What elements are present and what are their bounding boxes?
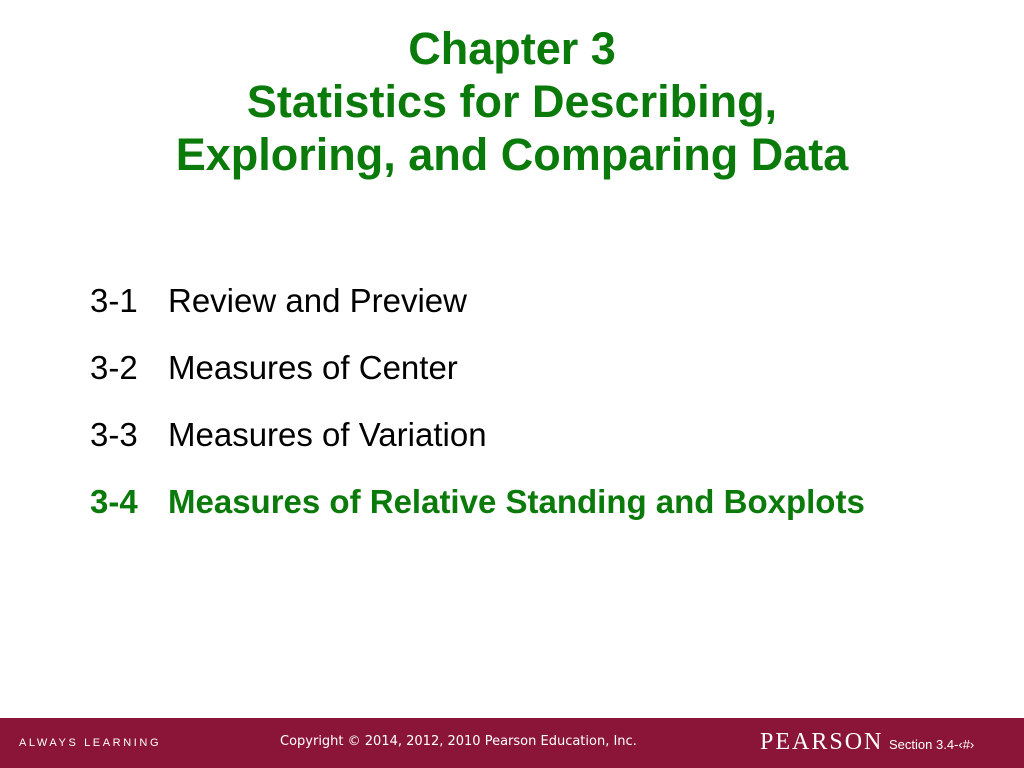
section-number: 3-4 [90, 483, 138, 520]
footer-bar [0, 718, 1024, 768]
title-line-2: Statistics for Describing, [246, 76, 778, 127]
footer-tagline: ALWAYS LEARNING [19, 737, 162, 749]
footer-section-label: Section 3.4-‹#› [889, 737, 975, 752]
section-item-3-4-current [90, 481, 910, 522]
footer-copyright: Copyright © 2014, 2012, 2010 Pearson Education, Inc. [280, 734, 637, 749]
section-number: 3-3 [90, 416, 138, 453]
title-line-1: Chapter 3 [408, 23, 616, 74]
section-label: Measures of Relative Standing and Boxplots [168, 483, 865, 520]
publisher-logo: PEARSON [760, 729, 884, 755]
slide-title [0, 22, 1024, 181]
section-item-3-2 [90, 347, 910, 388]
section-label: Review and Preview [168, 282, 467, 319]
section-number: 3-1 [90, 282, 138, 319]
section-label: Measures of Variation [168, 416, 487, 453]
section-item-3-3 [90, 414, 910, 455]
section-item-3-1 [90, 280, 910, 321]
title-line-3: Exploring, and Comparing Data [175, 129, 849, 180]
section-list [90, 280, 910, 548]
section-label: Measures of Center [168, 349, 458, 386]
section-number: 3-2 [90, 349, 138, 386]
